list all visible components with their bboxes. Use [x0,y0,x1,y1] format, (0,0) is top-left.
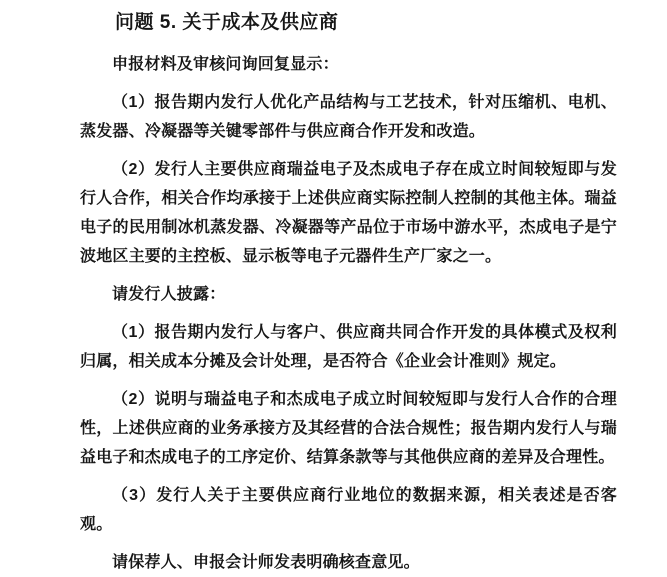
paragraph-disclosure-item-2: （2）说明与瑞益电子和杰成电子成立时间较短即与发行人合作的合理性，上述供应商的业务承接方及其经营的合法合规性；报告期内发行人与瑞益电子和杰成电子的工序定价、结算条款等与其他供应商的差异及合理性。 [80,391,617,466]
paragraph-fact-2: （2）发行人主要供应商瑞益电子及杰成电子存在成立时间较短即与发行人合作，相关合作均承接于上述供应商实际控制人控制的其他主体。瑞益电子的民用制冰机蒸发器、冷凝器等产品位于市场中游水平，杰成电子是宁波地区主要的主控板、显示板等电子元器件生产厂家之一。 [80,161,617,265]
paragraph-verification-request: 请保荐人、申报会计师发表明确核查意见。 [112,554,420,571]
paragraph-disclosure-item-3: （3）发行人关于主要供应商行业地位的数据来源，相关表述是否客观。 [80,487,617,533]
paragraph-disclosure-heading: 请发行人披露： [112,286,226,303]
paragraph-fact-1: （1）报告期内发行人优化产品结构与工艺技术，针对压缩机、电机、蒸发器、冷凝器等关键零部件与供应商合作开发和改造。 [80,94,617,140]
paragraph-disclosure-item-1: （1）报告期内发行人与客户、供应商共同合作开发的具体模式及权利归属，相关成本分摊及会计处理，是否符合《企业会计准则》规定。 [80,324,617,370]
paragraph-intro: 申报材料及审核问询回复显示： [112,56,339,73]
question-title: 问题 5. 关于成本及供应商 [115,12,339,33]
